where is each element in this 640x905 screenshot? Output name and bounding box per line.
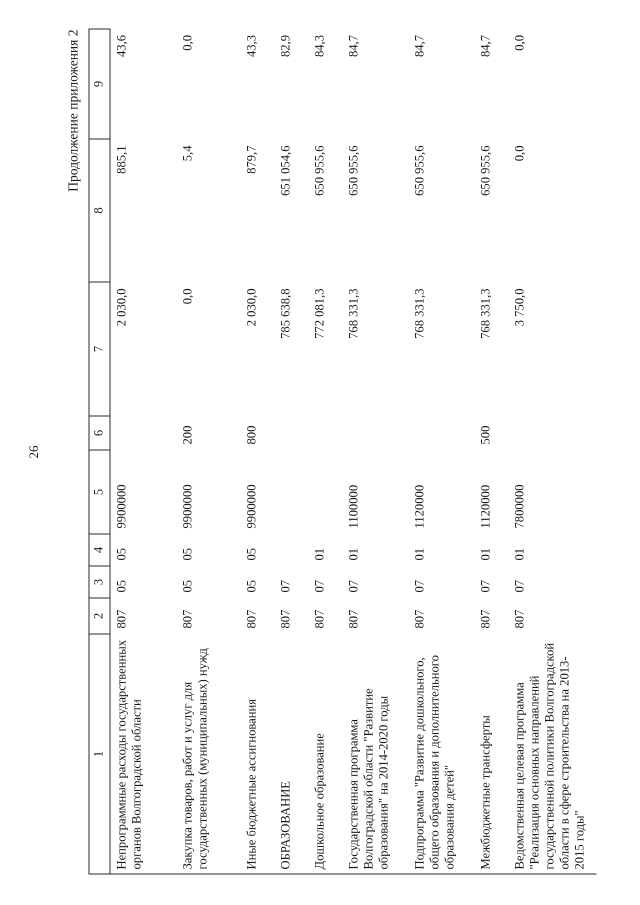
cell-planned: 772 081,3 (312, 288, 326, 339)
page-number: 26 (26, 445, 41, 459)
cell-percent: 84,7 (478, 35, 492, 58)
cell-executed: 879,7 (244, 145, 258, 174)
cell-section-code: 05 (114, 579, 129, 593)
cell-ministry-code: 807 (478, 609, 492, 629)
cell-subsection-code: 01 (312, 547, 326, 561)
cell-executed: 650 955,6 (412, 145, 426, 196)
cell-expense-type (110, 416, 176, 450)
cell-ministry-code: 807 (278, 609, 292, 629)
cell-executed: 885,1 (114, 145, 129, 174)
column-header: 8 (89, 139, 110, 282)
cell-expense-type: 500 (478, 425, 492, 445)
cell-target-code: 9900000 (114, 484, 129, 529)
cell-executed: 650 955,6 (312, 145, 326, 196)
cell-percent: 82,9 (278, 35, 292, 58)
cell-target-code: 1100000 (346, 484, 360, 529)
cell-ministry-code: 807 (412, 609, 426, 629)
cell-target-code: 9900000 (180, 484, 194, 529)
cell-section-code: 07 (412, 579, 426, 593)
cell-executed: 651 054,6 (278, 145, 292, 196)
row-name: Государственная программа Волгоградской области "Развитие образования" на 2014-2020 годы (342, 634, 408, 874)
cell-percent: 0,0 (512, 35, 526, 51)
cell-ministry-code: 807 (244, 609, 258, 629)
cell-planned: 768 331,3 (478, 288, 492, 339)
appendix-title: Продолжение приложения 2 (65, 29, 81, 192)
table-row (274, 29, 308, 874)
column-header: 3 (89, 566, 110, 598)
cell-executed: 5,4 (180, 145, 194, 162)
cell-planned: 785 638,8 (278, 288, 292, 339)
cell-executed: 650 955,6 (478, 145, 492, 196)
cell-planned: 0,0 (180, 288, 194, 305)
table-row (508, 29, 596, 874)
row-name: Межбюджетные трансферты (474, 634, 508, 874)
cell-subsection-code: 05 (180, 547, 194, 561)
cell-target-code (308, 450, 342, 534)
table-row (308, 29, 342, 874)
cell-subsection-code (274, 534, 308, 566)
cell-executed: 650 955,6 (346, 145, 360, 196)
cell-ministry-code: 807 (180, 609, 194, 629)
cell-expense-type (342, 416, 408, 450)
table-row (408, 29, 474, 874)
cell-ministry-code: 807 (114, 609, 129, 629)
cell-ministry-code: 807 (346, 609, 360, 629)
column-header: 1 (89, 634, 110, 874)
table-row (176, 29, 240, 874)
column-header: 2 (89, 598, 110, 634)
table-row (474, 29, 508, 874)
cell-percent: 84,7 (346, 35, 360, 58)
row-name: Дошкольное образование (308, 634, 342, 874)
row-name: Непрограммные расходы государственных органов Волгоградской области (110, 634, 176, 874)
cell-planned: 768 331,3 (346, 288, 360, 339)
header-row (89, 29, 110, 874)
table-row (110, 29, 176, 874)
cell-target-code: 9900000 (244, 484, 258, 529)
cell-section-code: 05 (244, 579, 258, 593)
column-header: 6 (89, 416, 110, 450)
column-header: 5 (89, 450, 110, 534)
cell-target-code: 1120000 (412, 484, 426, 529)
column-header: 4 (89, 534, 110, 566)
cell-section-code: 05 (180, 579, 194, 593)
cell-expense-type (274, 416, 308, 450)
cell-subsection-code: 05 (114, 547, 129, 561)
cell-subsection-code: 01 (478, 547, 492, 561)
cell-percent: 84,7 (412, 35, 426, 58)
cell-ministry-code: 807 (512, 609, 526, 629)
cell-percent: 84,3 (312, 35, 326, 58)
cell-target-code (274, 450, 308, 534)
table-row (240, 29, 274, 874)
cell-target-code: 7800000 (512, 484, 526, 529)
cell-planned: 768 331,3 (412, 288, 426, 339)
cell-expense-type: 800 (244, 425, 258, 445)
cell-subsection-code: 01 (412, 547, 426, 561)
cell-planned: 2 030,0 (244, 288, 258, 327)
cell-planned: 2 030,0 (114, 288, 129, 327)
cell-expense-type (508, 416, 596, 450)
cell-expense-type: 200 (180, 425, 194, 445)
column-header: 7 (89, 282, 110, 416)
cell-expense-type (308, 416, 342, 450)
cell-section-code: 07 (278, 579, 292, 593)
cell-planned: 3 750,0 (512, 288, 526, 327)
cell-percent: 43,6 (114, 35, 129, 58)
cell-target-code: 1120000 (478, 484, 492, 529)
cell-section-code: 07 (346, 579, 360, 593)
cell-ministry-code: 807 (312, 609, 326, 629)
cell-subsection-code: 01 (346, 547, 360, 561)
row-name: Закупка товаров, работ и услуг для государственных (муниципальных) нужд (176, 634, 240, 874)
budget-table (89, 29, 597, 875)
cell-section-code: 07 (478, 579, 492, 593)
row-name: Ведомственная целевая программа "Реализация основных направлений государственной политики Волгоградской области в сфере строительства на 2013-2015 годы" (508, 634, 596, 874)
cell-expense-type (408, 416, 474, 450)
table-row (342, 29, 408, 874)
cell-percent: 0,0 (180, 35, 194, 51)
cell-section-code: 07 (512, 579, 526, 593)
row-name: ОБРАЗОВАНИЕ (274, 634, 308, 874)
rotated-page-content (58, 29, 587, 875)
cell-subsection-code: 01 (512, 547, 526, 561)
cell-subsection-code: 05 (244, 547, 258, 561)
cell-percent: 43,3 (244, 35, 258, 58)
column-header: 9 (89, 29, 110, 139)
row-name: Подпрограмма "Развитие дошкольного, общего образования и дополнительного образования детей" (408, 634, 474, 874)
cell-executed: 0,0 (512, 145, 526, 162)
row-name: Иные бюджетные ассигнования (240, 634, 274, 874)
cell-section-code: 07 (312, 579, 326, 593)
